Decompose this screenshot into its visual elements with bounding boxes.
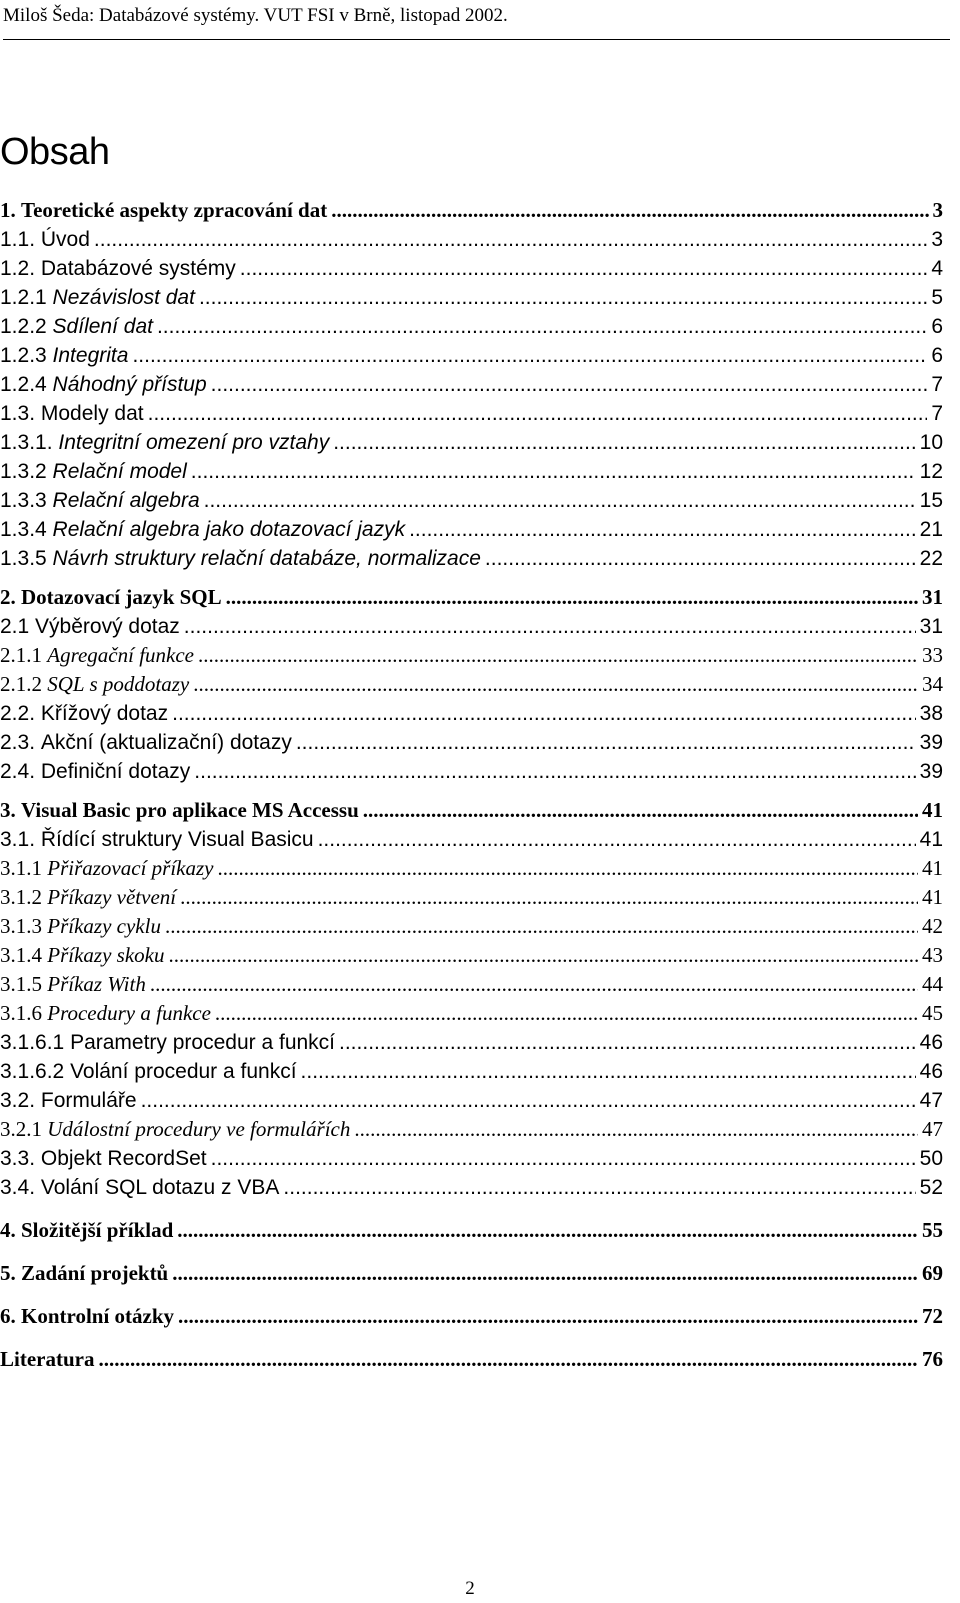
toc-label: Akční (aktualizační) dotazy: [40, 731, 292, 754]
toc-entry[interactable]: [0, 1216, 943, 1245]
dot-leader: [296, 728, 916, 757]
toc-page: 21: [919, 518, 943, 541]
toc-label: Teoretické aspekty zpracování dat: [21, 198, 328, 222]
toc-entry[interactable]: [0, 970, 943, 999]
toc-entry[interactable]: [0, 699, 943, 728]
toc-page: 41: [922, 885, 943, 909]
dot-leader: [283, 1173, 915, 1202]
dot-leader: [339, 1028, 916, 1057]
toc-number: 2.3.: [0, 731, 41, 754]
toc-number: 2.1: [0, 615, 36, 638]
toc-page: 55: [922, 1218, 943, 1242]
toc-number: 1.3.1.: [0, 431, 59, 454]
toc-entry[interactable]: [0, 428, 943, 457]
toc-page: 43: [922, 943, 943, 967]
toc-number: 6.: [0, 1304, 21, 1328]
toc-page: 44: [922, 972, 943, 996]
toc-page: 46: [919, 1031, 943, 1054]
dot-leader: [409, 515, 916, 544]
page-title: Obsah: [0, 131, 110, 173]
spacer: [0, 786, 943, 796]
spacer: [0, 1202, 943, 1216]
dot-leader: [191, 457, 916, 486]
dot-leader: [157, 312, 927, 341]
toc-page: 52: [919, 1176, 943, 1199]
toc-number: 3.1.5: [0, 972, 48, 996]
toc-label: Zadání projektů: [21, 1261, 169, 1285]
toc-page: 69: [922, 1261, 943, 1285]
dot-leader: [363, 796, 918, 825]
toc-page: 42: [922, 914, 943, 938]
toc-number: 2.1.1: [0, 643, 48, 667]
dot-leader: [318, 825, 916, 854]
toc-label: Příkazy cyklu: [47, 914, 161, 938]
dot-leader: [333, 428, 915, 457]
page-number: 2: [465, 1578, 475, 1599]
toc-page: 50: [919, 1147, 943, 1170]
toc-number: 1.2.3: [0, 344, 53, 367]
toc-page: 33: [922, 643, 943, 667]
dot-leader: [354, 1115, 918, 1144]
toc-number: 1.3.3: [0, 489, 53, 512]
toc-label: Agregační funkce: [47, 643, 194, 667]
toc-label: Parametry procedur a funkcí: [70, 1031, 336, 1054]
toc-number: 3.1.2: [0, 885, 48, 909]
toc-page: 7: [931, 373, 943, 396]
toc-number: 3.1.4: [0, 943, 48, 967]
toc-entry[interactable]: [0, 486, 943, 515]
dot-leader: [180, 883, 918, 912]
toc-number: 1.2.4: [0, 373, 53, 396]
toc-page: 41: [919, 828, 943, 851]
toc-entry[interactable]: [0, 1028, 943, 1057]
toc-number: 4.: [0, 1218, 21, 1242]
toc-page: 45: [922, 1001, 943, 1025]
toc-page: 3: [931, 228, 943, 251]
dot-leader: [240, 254, 928, 283]
toc-page: 46: [919, 1060, 943, 1083]
toc-entry[interactable]: [0, 883, 943, 912]
dot-leader: [211, 370, 928, 399]
toc-number: 5.: [0, 1261, 21, 1285]
toc-label: Modely dat: [40, 402, 144, 425]
toc-label: Objekt RecordSet: [40, 1147, 207, 1170]
dot-leader: [177, 1216, 918, 1245]
dot-leader: [148, 399, 928, 428]
toc-label: Událostní procedury ve formulářích: [47, 1117, 351, 1141]
spacer: [0, 573, 943, 583]
toc-entry[interactable]: [0, 225, 943, 254]
dot-leader: [150, 970, 918, 999]
toc-label: Náhodný přístup: [52, 373, 207, 396]
toc-number: 1.3.: [0, 402, 41, 425]
dot-leader: [165, 912, 918, 941]
dot-leader: [98, 1345, 918, 1374]
spacer: [0, 1245, 943, 1259]
toc-entry[interactable]: [0, 757, 943, 786]
toc-entry[interactable]: [0, 999, 943, 1028]
toc-label: Příkazy větvení: [47, 885, 177, 909]
toc-entry[interactable]: [0, 544, 943, 573]
dot-leader: [178, 1302, 918, 1331]
dot-leader: [331, 196, 928, 225]
toc-entry[interactable]: [0, 1086, 943, 1115]
toc-label: Křížový dotaz: [40, 702, 169, 725]
toc-label: Volání procedur a funkcí: [70, 1060, 297, 1083]
toc-entry[interactable]: [0, 196, 943, 225]
toc-label: Přiřazovací příkazy: [47, 856, 214, 880]
toc-number: 3.2.: [0, 1089, 41, 1112]
toc-page: 76: [922, 1347, 943, 1371]
toc-entry[interactable]: [0, 1259, 943, 1288]
toc-entry[interactable]: [0, 1302, 943, 1331]
toc-label: Literatura: [0, 1347, 95, 1371]
toc-label: Relační algebra: [52, 489, 200, 512]
toc-label: Nezávislost dat: [52, 286, 195, 309]
toc-label: Dotazovací jazyk SQL: [21, 585, 222, 609]
toc-number: 1.2.1: [0, 286, 53, 309]
toc-label: Formuláře: [40, 1089, 137, 1112]
toc-label: Relační algebra jako dotazovací jazyk: [52, 518, 406, 541]
toc-entry[interactable]: [0, 370, 943, 399]
toc-label: Příkazy skoku: [47, 943, 165, 967]
toc-number: 3.1.: [0, 828, 41, 851]
toc-page: 39: [919, 760, 943, 783]
toc-page: 31: [919, 615, 943, 638]
toc-label: Návrh struktury relační databáze, normalizace: [52, 547, 481, 570]
toc-page: 41: [922, 798, 943, 822]
toc-entry[interactable]: [0, 457, 943, 486]
toc-page: 5: [931, 286, 943, 309]
toc-label: Integrita: [52, 344, 129, 367]
spacer: [0, 1331, 943, 1345]
dot-leader: [217, 854, 918, 883]
toc-page: 39: [919, 731, 943, 754]
toc-page: 3: [932, 198, 943, 222]
toc-number: 3.1.3: [0, 914, 48, 938]
toc-label: Kontrolní otázky: [21, 1304, 175, 1328]
toc-page: 22: [919, 547, 943, 570]
dot-leader: [198, 641, 918, 670]
toc-number: 1.2.2: [0, 315, 53, 338]
toc-entry[interactable]: [0, 399, 943, 428]
toc-page: 31: [922, 585, 943, 609]
toc-label: Visual Basic pro aplikace MS Accessu: [21, 798, 359, 822]
toc-entry[interactable]: [0, 825, 943, 854]
toc-number: 1.3.4: [0, 518, 53, 541]
toc-entry[interactable]: [0, 941, 943, 970]
toc-entry[interactable]: [0, 1057, 943, 1086]
toc-label: Definiční dotazy: [40, 760, 191, 783]
toc-label: Volání SQL dotazu z VBA: [40, 1176, 280, 1199]
toc-number: 3.1.6: [0, 1001, 48, 1025]
toc-page: 10: [919, 431, 943, 454]
toc-page: 47: [922, 1117, 943, 1141]
toc-entry[interactable]: [0, 912, 943, 941]
toc-entry[interactable]: [0, 1144, 943, 1173]
toc-label: Úvod: [40, 228, 90, 251]
toc-page: 47: [919, 1089, 943, 1112]
toc-entry[interactable]: [0, 854, 943, 883]
toc-entry[interactable]: [0, 728, 943, 757]
toc-label: Sdílení dat: [52, 315, 153, 338]
dot-leader: [184, 612, 916, 641]
toc-number: 1.3.2: [0, 460, 53, 483]
dot-leader: [94, 225, 927, 254]
spacer: [0, 1288, 943, 1302]
toc-number: 3.: [0, 798, 21, 822]
table-of-contents: [0, 196, 943, 1374]
toc-entry[interactable]: [0, 583, 943, 612]
dot-leader: [199, 283, 927, 312]
toc-number: 1.1.: [0, 228, 41, 251]
toc-page: 6: [931, 315, 943, 338]
dot-leader: [226, 583, 918, 612]
toc-number: 2.: [0, 585, 21, 609]
dot-leader: [193, 670, 918, 699]
toc-label: Řídící struktury Visual Basicu: [40, 828, 314, 851]
toc-entry[interactable]: [0, 341, 943, 370]
dot-leader: [141, 1086, 916, 1115]
dot-leader: [211, 1144, 916, 1173]
toc-label: Složitější příklad: [21, 1218, 174, 1242]
dot-leader: [485, 544, 916, 573]
toc-entry[interactable]: [0, 670, 943, 699]
toc-entry[interactable]: [0, 641, 943, 670]
toc-page: 6: [931, 344, 943, 367]
toc-page: 41: [922, 856, 943, 880]
toc-entry[interactable]: [0, 1173, 943, 1202]
dot-leader: [204, 486, 916, 515]
toc-number: 3.1.6.1: [0, 1031, 71, 1054]
toc-number: 3.3.: [0, 1147, 41, 1170]
dot-leader: [194, 757, 915, 786]
toc-label: Výběrový dotaz: [35, 615, 180, 638]
toc-entry[interactable]: [0, 1345, 943, 1374]
toc-page: 7: [931, 402, 943, 425]
toc-entry[interactable]: [0, 283, 943, 312]
toc-page: 72: [922, 1304, 943, 1328]
toc-label: Procedury a funkce: [47, 1001, 211, 1025]
toc-entry[interactable]: [0, 515, 943, 544]
toc-label: Relační model: [52, 460, 187, 483]
dot-leader: [301, 1057, 916, 1086]
toc-number: 1.: [0, 198, 21, 222]
toc-label: SQL s poddotazy: [47, 672, 190, 696]
running-header: Miloš Šeda: Databázové systémy. VUT FSI v Brně, listopad 2002.: [3, 4, 950, 40]
toc-page: 15: [919, 489, 943, 512]
toc-entry[interactable]: [0, 612, 943, 641]
toc-label: Databázové systémy: [40, 257, 236, 280]
dot-leader: [172, 1259, 918, 1288]
toc-number: 2.2.: [0, 702, 41, 725]
toc-label: Integritní omezení pro vztahy: [58, 431, 330, 454]
toc-entry[interactable]: [0, 796, 943, 825]
dot-leader: [132, 341, 927, 370]
toc-number: 3.2.1: [0, 1117, 48, 1141]
toc-number: 3.4.: [0, 1176, 41, 1199]
toc-page: 12: [919, 460, 943, 483]
toc-number: 2.4.: [0, 760, 41, 783]
dot-leader: [168, 941, 918, 970]
toc-page: 38: [919, 702, 943, 725]
toc-page: 4: [931, 257, 943, 280]
toc-number: 3.1.6.2: [0, 1060, 71, 1083]
toc-number: 3.1.1: [0, 856, 48, 880]
toc-page: 34: [922, 672, 943, 696]
toc-number: 2.1.2: [0, 672, 48, 696]
dot-leader: [172, 699, 916, 728]
toc-entry[interactable]: [0, 1115, 943, 1144]
toc-entry[interactable]: [0, 254, 943, 283]
toc-label: Příkaz With: [47, 972, 146, 996]
toc-number: 1.3.5: [0, 547, 53, 570]
toc-number: 1.2.: [0, 257, 41, 280]
dot-leader: [215, 999, 918, 1028]
toc-entry[interactable]: [0, 312, 943, 341]
